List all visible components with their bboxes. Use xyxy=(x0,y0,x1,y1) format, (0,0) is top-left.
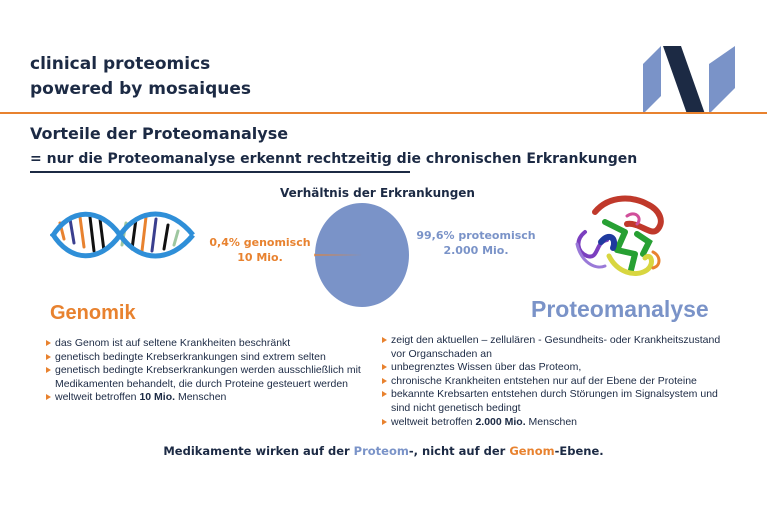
bottom-text-post: -Ebene. xyxy=(554,444,604,458)
proteomic-percent-label: 99,6% proteomisch xyxy=(416,229,536,242)
page-title: Vorteile der Proteomanalyse xyxy=(30,124,289,143)
proteomanalyse-list xyxy=(382,334,732,429)
proteom-count-suffix: Menschen xyxy=(525,415,578,428)
proteom-count: 2.000 Mio. xyxy=(475,415,526,428)
chart-title: Verhältnis der Erkrankungen xyxy=(280,186,475,200)
list-item: bekannte Krebsarten entstehen durch Störungen im Signalsystem und sind nicht genetisch bedingt xyxy=(382,388,732,415)
list-item: zeigt den aktuellen – zellulären - Gesundheits- oder Krankheitszustand vor Organschaden an xyxy=(382,334,732,361)
proteomic-count-label: 2.000 Mio. xyxy=(443,244,509,257)
bottom-genom: Genom xyxy=(509,444,555,458)
genomik-count: 10 Mio. xyxy=(139,391,176,404)
list-item: genetisch bedingte Krebserkrankungen werden ausschließlich mit Medikamenten behandelt, die durch Proteine gesteuert werden xyxy=(46,364,366,391)
mosaiques-logo xyxy=(643,44,737,116)
list-item xyxy=(382,416,732,430)
genomic-count-label: 10 Mio. xyxy=(237,251,283,264)
subtitle-underline xyxy=(30,171,410,173)
protein-structure-illustration xyxy=(565,192,675,284)
list-item xyxy=(46,391,366,405)
list-item: unbegrenztes Wissen über das Proteom, xyxy=(382,361,732,375)
pie-chart xyxy=(314,202,410,308)
genomik-title: Genomik xyxy=(50,302,136,324)
genomik-count-suffix: Menschen xyxy=(175,391,227,404)
brand-line-2: powered by mosaiques xyxy=(30,79,251,99)
dna-helix-illustration xyxy=(50,205,195,265)
list-item: genetisch bedingte Krebserkrankungen sind extrem selten xyxy=(46,351,366,365)
bottom-statement xyxy=(0,444,767,458)
proteomic-slice-label xyxy=(406,228,546,258)
header-divider xyxy=(0,112,767,114)
genomik-count-prefix: weltweit betroffen xyxy=(55,391,140,404)
proteom-count-prefix: weltweit betroffen xyxy=(391,415,476,428)
bottom-text-mid: -, nicht auf der xyxy=(408,444,510,458)
brand-line-1: clinical proteomics xyxy=(30,54,211,74)
list-item: das Genom ist auf seltene Krankheiten beschränkt xyxy=(46,337,366,351)
proteomanalyse-title: Proteomanalyse xyxy=(531,296,709,322)
genomic-slice-label xyxy=(200,235,320,265)
genomik-list xyxy=(46,337,366,405)
brand-tagline xyxy=(30,52,251,102)
bottom-text-pre: Medikamente wirken auf der xyxy=(163,444,354,458)
page-subtitle: = nur die Proteomanalyse erkennt rechtzeitig die chronischen Erkrankungen xyxy=(30,151,638,167)
bottom-proteom: Proteom xyxy=(353,444,409,458)
list-item: chronische Krankheiten entstehen nur auf der Ebene der Proteine xyxy=(382,375,732,389)
genomic-percent-label: 0,4% genomisch xyxy=(209,236,311,249)
